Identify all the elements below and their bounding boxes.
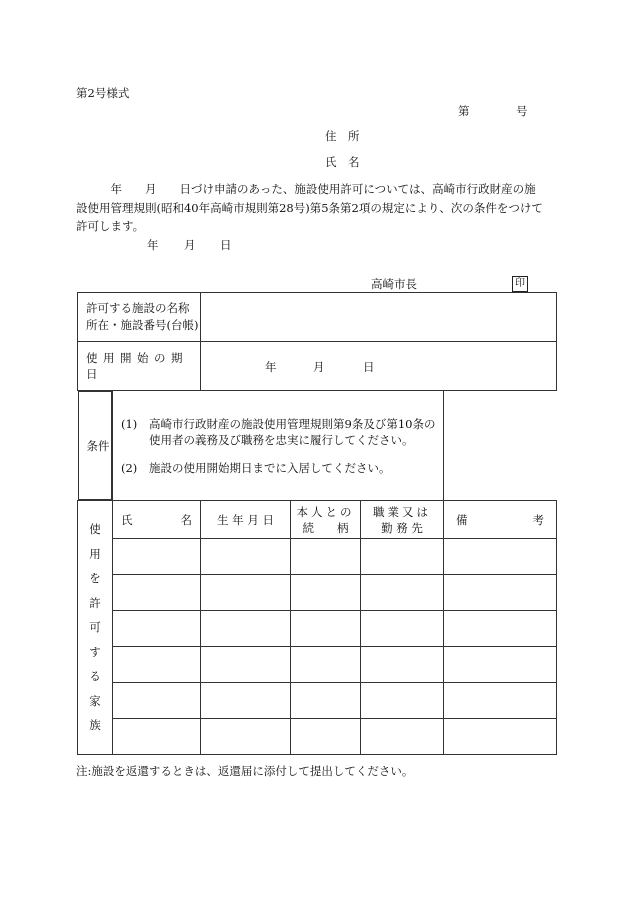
family-row xyxy=(78,611,557,647)
family-label xyxy=(78,501,113,755)
family-cell-remarks xyxy=(444,719,557,755)
condition-number: (2) xyxy=(121,460,138,475)
family-cell-birthdate xyxy=(201,539,291,575)
family-label-char: 族 xyxy=(89,718,101,733)
family-label-char: 用 xyxy=(89,546,101,561)
start-date-label: 使用開始の期日 xyxy=(86,351,188,381)
family-cell-name xyxy=(113,575,201,611)
condition-number: (1) xyxy=(121,416,138,431)
family-label-char: 許 xyxy=(89,595,101,610)
family-cell-birthdate xyxy=(201,683,291,719)
name-label: 氏 名 xyxy=(325,155,360,169)
family-cell-remarks xyxy=(444,539,557,575)
family-cell-remarks xyxy=(444,647,557,683)
family-cell-birthdate xyxy=(201,611,291,647)
family-cell-remarks xyxy=(444,611,557,647)
body-line: 年 月 日づけ申請のあった、施設使用許可については、高崎市行政財産の施 xyxy=(76,182,536,196)
family-cell-birthdate xyxy=(201,575,291,611)
start-day: 日 xyxy=(363,360,375,374)
form-number: 第2号様式 xyxy=(76,86,130,100)
family-row xyxy=(78,683,557,719)
family-cell-remarks xyxy=(444,683,557,719)
header-remarks-char: 考 xyxy=(532,512,545,527)
family-cell-occupation xyxy=(361,719,444,755)
condition-item xyxy=(121,416,443,448)
family-cell-name xyxy=(113,683,201,719)
header-relation-line2: 続 柄 xyxy=(302,520,349,535)
permit-body xyxy=(76,180,556,236)
family-row xyxy=(78,539,557,575)
doc-number-prefix: 第 xyxy=(458,104,470,118)
family-cell-occupation xyxy=(361,647,444,683)
start-year: 年 xyxy=(265,360,277,374)
issuer-title: 高崎市長 xyxy=(371,277,417,291)
address-label: 住 所 xyxy=(325,129,360,143)
body-line: 設使用管理規則(昭和40年高崎市規則第28号)第5条第2項の規定により、次の条件をつけて xyxy=(76,200,543,215)
body-line: 許可します。 xyxy=(76,219,145,233)
start-date-label-cell xyxy=(78,342,201,391)
header-name-char: 氏 xyxy=(121,512,133,527)
footnote: 注:施設を返還するときは、返還届に添付して提出してください。 xyxy=(76,764,414,778)
family-cell-remarks xyxy=(444,575,557,611)
family-label-char: る xyxy=(89,669,101,684)
family-label-char: を xyxy=(89,571,101,586)
condition-text: 施設の使用開始期日までに入居してください。 xyxy=(149,460,391,475)
family-cell-relation xyxy=(291,575,361,611)
family-label-char: 使 xyxy=(89,522,101,537)
header-birthdate: 生 年 月 日 xyxy=(201,501,291,539)
header-remarks xyxy=(444,501,557,539)
family-cell-relation xyxy=(291,719,361,755)
family-cell-name xyxy=(113,539,201,575)
family-cell-birthdate xyxy=(201,647,291,683)
header-occupation-line2: 勤 務 先 xyxy=(381,520,423,535)
header-remarks-char: 備 xyxy=(456,512,468,527)
header-occupation-line1: 職業又は xyxy=(373,504,432,519)
family-cell-occupation xyxy=(361,683,444,719)
issue-month: 月 xyxy=(184,238,196,252)
family-cell-occupation xyxy=(361,575,444,611)
conditions-label-char: 件 xyxy=(98,438,110,453)
family-cell-relation xyxy=(291,647,361,683)
header-name xyxy=(113,501,201,539)
issue-day: 日 xyxy=(220,238,232,252)
family-cell-relation xyxy=(291,611,361,647)
family-cell-name xyxy=(113,647,201,683)
permit-table xyxy=(77,292,557,755)
family-cell-relation xyxy=(291,539,361,575)
facility-label xyxy=(78,293,201,342)
family-row xyxy=(78,647,557,683)
header-occupation xyxy=(361,501,444,539)
family-cell-birthdate xyxy=(201,719,291,755)
start-month: 月 xyxy=(313,360,325,374)
issue-year: 年 xyxy=(147,238,159,252)
doc-number-suffix: 号 xyxy=(516,104,528,118)
facility-label-line1: 許可する施設の名称 xyxy=(86,301,190,315)
conditions-label-char: 条 xyxy=(86,438,98,453)
start-date-value xyxy=(201,342,557,391)
condition-text: 高崎市行政財産の施設使用管理規則第9条及び第10条の使用者の義務及び職務を忠実に履行してください。 xyxy=(149,416,436,447)
family-label-char: す xyxy=(89,644,101,659)
condition-item xyxy=(121,460,443,476)
family-cell-relation xyxy=(291,683,361,719)
conditions-label xyxy=(78,391,113,500)
family-cell-occupation xyxy=(361,611,444,647)
facility-value xyxy=(201,293,557,342)
family-cell-name xyxy=(113,611,201,647)
header-name-char: 名 xyxy=(180,512,193,527)
header-relation xyxy=(291,501,361,539)
family-row xyxy=(78,575,557,611)
family-cell-name xyxy=(113,719,201,755)
family-label-char: 家 xyxy=(89,693,101,708)
facility-label-line2: 所在・施設番号(台帳) xyxy=(86,318,199,332)
header-relation-line1: 本人との xyxy=(296,504,355,519)
family-label-char: 可 xyxy=(89,620,101,635)
family-cell-occupation xyxy=(361,539,444,575)
family-row xyxy=(78,719,557,755)
seal-mark: 印 xyxy=(512,276,528,292)
conditions-body xyxy=(113,391,444,501)
